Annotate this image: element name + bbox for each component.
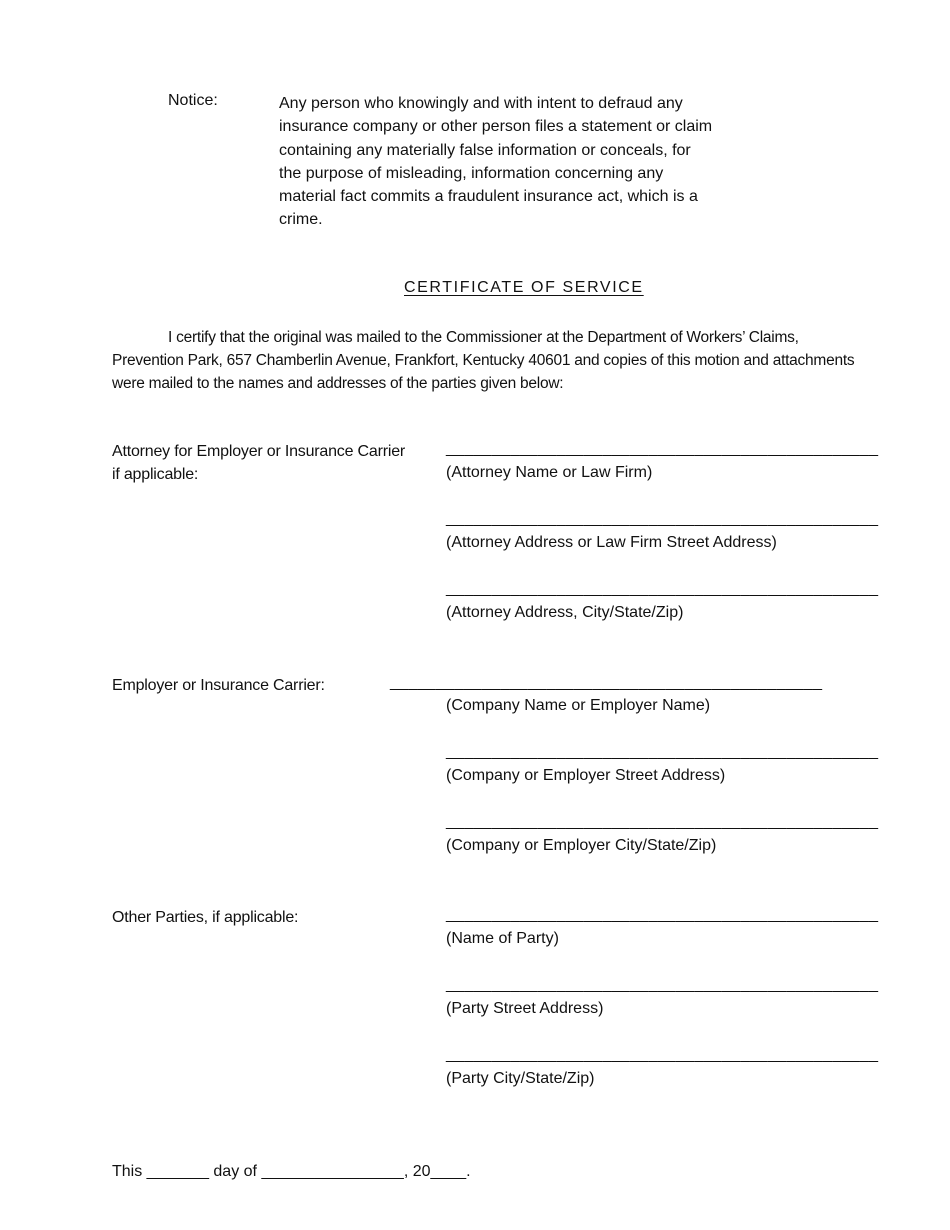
employer-street-caption: (Company or Employer Street Address) [446, 767, 726, 784]
other-parties-section-label: Other Parties, if applicable: [112, 909, 299, 926]
certificate-body-line: I certify that the original was mailed to the Commissioner at the Department of Workers’ Claims, [168, 329, 799, 346]
party-city-field[interactable]: _______________________________________________ [446, 1046, 879, 1063]
attorney-street-field[interactable]: _______________________________________________ [446, 510, 879, 527]
notice-label: Notice: [168, 92, 218, 109]
employer-name-field[interactable]: _______________________________________________ [390, 674, 823, 691]
attorney-street-caption: (Attorney Address or Law Firm Street Address) [446, 534, 777, 551]
certificate-title: CERTIFICATE OF SERVICE [404, 279, 644, 296]
party-street-field[interactable]: _______________________________________________ [446, 976, 879, 993]
certificate-body-line: Prevention Park, 657 Chamberlin Avenue, Frankfort, Kentucky 40601 and copies of this motion and attachments [112, 352, 855, 369]
attorney-section-label [112, 440, 405, 486]
employer-city-caption: (Company or Employer City/State/Zip) [446, 837, 717, 854]
notice-line: crime. [279, 211, 323, 229]
notice-line: containing any materially false information or conceals, for [279, 141, 691, 159]
certificate-body [112, 326, 932, 395]
notice-line: Any person who knowingly and with intent to defraud any [279, 95, 683, 112]
attorney-name-caption: (Attorney Name or Law Firm) [446, 464, 653, 481]
party-name-caption: (Name of Party) [446, 930, 559, 947]
employer-name-caption: (Company Name or Employer Name) [446, 697, 711, 714]
attorney-label-line: Attorney for Employer or Insurance Carrier [112, 443, 406, 460]
employer-section-label: Employer or Insurance Carrier: [112, 677, 325, 694]
party-city-caption: (Party City/State/Zip) [446, 1070, 595, 1087]
attorney-name-field[interactable]: _______________________________________________ [446, 440, 879, 457]
notice-line: insurance company or other person files a statement or claim [279, 118, 713, 136]
attorney-city-field[interactable]: _______________________________________________ [446, 580, 879, 597]
employer-city-field[interactable]: _______________________________________________ [446, 813, 879, 830]
certificate-body-line: were mailed to the names and addresses of the parties given below: [112, 375, 564, 392]
date-line[interactable]: This _______ day of ________________, 20____. [112, 1163, 471, 1180]
party-name-field[interactable]: _______________________________________________ [446, 906, 879, 923]
attorney-city-caption: (Attorney Address, City/State/Zip) [446, 604, 684, 621]
notice-text [279, 92, 769, 232]
notice-line: the purpose of misleading, information concerning any [279, 164, 664, 182]
notice-line: material fact commits a fraudulent insurance act, which is a [279, 188, 698, 206]
employer-street-field[interactable]: _______________________________________________ [446, 743, 879, 760]
attorney-label-line: if applicable: [112, 466, 199, 483]
party-street-caption: (Party Street Address) [446, 1000, 604, 1017]
